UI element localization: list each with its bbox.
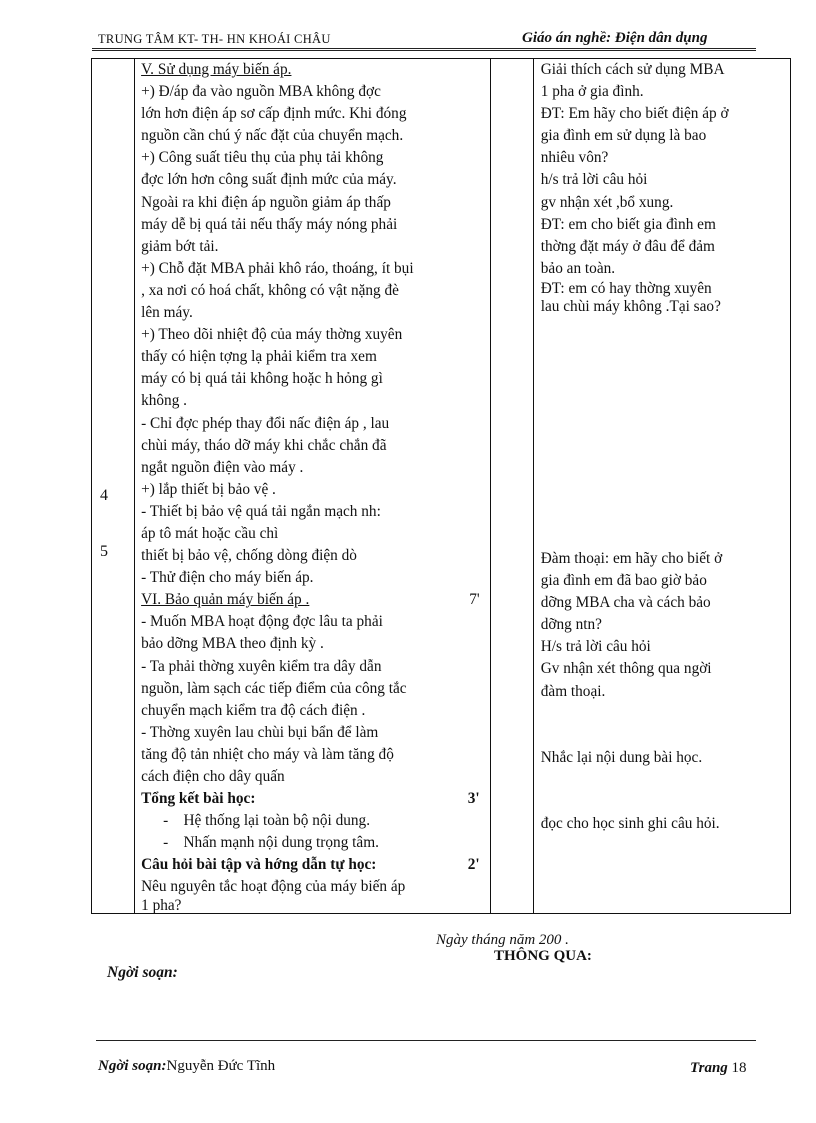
summary-heading: Tổng kết bài học: — [141, 790, 256, 808]
lesson-table — [91, 58, 791, 914]
activity-line: ĐT: Em hãy cho biết điện áp ở — [540, 105, 729, 123]
content-line: - Chỉ đợc phép thay đổi nấc điện áp , lau — [141, 414, 390, 432]
homework-heading-line — [141, 854, 490, 876]
summary-time: 3' — [467, 790, 480, 808]
content-line: +) Chỗ đặt MBA phải khô ráo, thoáng, ít bụi — [141, 259, 414, 277]
homework-line: 1 pha? — [141, 898, 182, 913]
header-divider — [92, 48, 756, 51]
summary-heading-line — [141, 788, 490, 810]
approval-label: THÔNG QUA: — [494, 948, 592, 964]
activity-line: ĐT: em cho biết gia đình em — [540, 215, 716, 233]
date-line: Ngày tháng năm 200 . — [436, 932, 569, 948]
content-line: - Thiết bị bảo vệ quá tải ngắn mạch nh: — [141, 502, 381, 520]
content-line: lên máy. — [141, 304, 193, 322]
content-line: +) Công suất tiêu thụ của phụ tải không — [141, 149, 384, 167]
footer-author-name: Nguyễn Đức Tĩnh — [166, 1058, 276, 1074]
footer-page-label: Trang — [690, 1060, 728, 1076]
activity-line: h/s trả lời câu hỏi — [540, 171, 648, 189]
homework-line: Nêu nguyên tắc hoạt động của máy biến áp — [141, 878, 406, 896]
activity-line: lau chùi máy không .Tại sao? — [540, 297, 721, 315]
activity-column — [533, 59, 790, 914]
spacer-column — [490, 59, 533, 914]
content-line: thấy có hiện tợng lạ phải kiểm tra xem — [141, 348, 377, 366]
homework-heading: Câu hỏi bài tập và hớng dẫn tự học: — [141, 856, 377, 874]
content-line: - Ta phải thờng xuyên kiểm tra dây dẫn — [141, 657, 382, 675]
activity-block-1 — [541, 59, 790, 316]
content-line: lớn hơn điện áp sơ cấp định mức. Khi đóng — [141, 105, 407, 123]
activity-line: ĐT: em có hay thờng xuyên — [540, 279, 712, 297]
content-line: cách điện cho dây quấn — [141, 768, 285, 785]
row-number-4: 4 — [100, 487, 108, 504]
row-number-5: 5 — [100, 543, 108, 560]
content-column — [135, 59, 491, 914]
content-line: thiết bị bảo vệ, chống dòng điện dò — [141, 547, 357, 565]
content-line: +) Đ/áp đa vào nguồn MBA không đợc — [141, 83, 381, 101]
school-name: TRUNG TÂM KT- TH- HN KHOÁI CHÂU — [98, 32, 331, 46]
activity-line: bảo an toàn. — [540, 259, 616, 277]
section-6-heading: VI. Bảo quản máy biến áp . — [141, 591, 310, 609]
content-line: máy có bị quá tải không hoặc h hỏng gì — [141, 370, 383, 388]
content-line: - Thử điện cho máy biến áp. — [141, 569, 314, 587]
activity-line: thờng đặt máy ở đâu để đảm — [540, 237, 715, 255]
activity-line: gia đình em đã bao giờ bảo — [540, 572, 707, 590]
content-line: Ngoài ra khi điện áp nguồn giảm áp thấp — [141, 193, 391, 211]
activity-line: dỡng ntn? — [540, 616, 602, 634]
page-number: 18 — [731, 1060, 747, 1076]
activity-line: gv nhận xét ,bổ xung. — [540, 193, 674, 211]
summary-item: - Nhấn mạnh nội dung trọng tâm. — [163, 834, 379, 852]
content-line: không . — [141, 392, 187, 410]
section-5-heading: V. Sử dụng máy biến áp. — [141, 61, 292, 78]
footer-page — [690, 1060, 747, 1077]
summary-item: - Hệ thống lại toàn bộ nội dung. — [163, 812, 371, 830]
content-line: đợc lớn hơn công suất định mức của máy. — [141, 171, 397, 189]
homework-time: 2' — [467, 856, 480, 874]
activity-line: H/s trả lời câu hỏi — [540, 638, 651, 656]
content-line: , xa nơi có hoá chất, không có vật nặng đè — [141, 281, 399, 299]
content-text — [141, 59, 490, 913]
content-line: bảo dỡng MBA theo định kỳ . — [141, 635, 324, 653]
activity-block-3: Nhắc lại nội dung bài học. — [540, 748, 703, 766]
activity-line: Gv nhận xét thông qua ngời — [540, 660, 712, 678]
content-line: tăng độ tản nhiệt cho máy và làm tăng độ — [141, 745, 394, 763]
content-line: - Muốn MBA hoạt động đợc lâu ta phải — [141, 613, 383, 631]
content-line: nguồn cần chú ý nấc đặt của chuyển mạch. — [141, 127, 404, 145]
content-line: - Thờng xuyên lau chùi bụi bẩn để làm — [141, 723, 379, 741]
content-line: +) lắp thiết bị bảo vệ . — [141, 480, 276, 498]
activity-line: Giải thích cách sử dụng MBA — [540, 61, 725, 78]
content-line: áp tô mát hoặc cầu chì — [141, 524, 279, 542]
content-line: +) Theo dõi nhiệt độ của máy thờng xuyên — [141, 326, 403, 344]
activity-block-4: đọc cho học sinh ghi câu hỏi. — [540, 814, 720, 832]
activity-line: đàm thoại. — [540, 682, 606, 700]
content-line: giảm bớt tải. — [141, 237, 219, 255]
content-line: chùi máy, tháo dỡ máy khi chắc chắn đã — [141, 436, 387, 454]
activity-block-2 — [541, 548, 790, 703]
document-title: Giáo án nghề: Điện dân dụng — [522, 30, 708, 46]
row-number-column — [92, 59, 135, 914]
content-line: ngắt nguồn điện vào máy . — [141, 458, 304, 476]
footer-divider — [96, 1040, 756, 1041]
content-line: nguồn, làm sạch các tiếp điểm của công tắc — [141, 679, 407, 697]
author-signature-label: Ngời soạn: — [107, 964, 178, 981]
activity-line: 1 pha ở gia đình. — [540, 83, 644, 101]
footer-author-label: Ngời soạn: — [98, 1058, 167, 1074]
activity-line: gia đình em sử dụng là bao — [540, 127, 707, 145]
footer-author — [98, 1058, 275, 1075]
section-6-heading-line — [141, 589, 490, 611]
activity-line: dỡng MBA cha và cách bảo — [540, 594, 711, 612]
section-6-time: 7' — [469, 591, 480, 609]
content-line: chuyển mạch kiểm tra độ cách điện . — [141, 701, 366, 719]
content-line: máy dễ bị quá tải nếu thấy máy nóng phải — [141, 215, 398, 233]
activity-line: nhiêu vôn? — [540, 149, 609, 167]
activity-line: Đàm thoại: em hãy cho biết ở — [540, 549, 723, 567]
